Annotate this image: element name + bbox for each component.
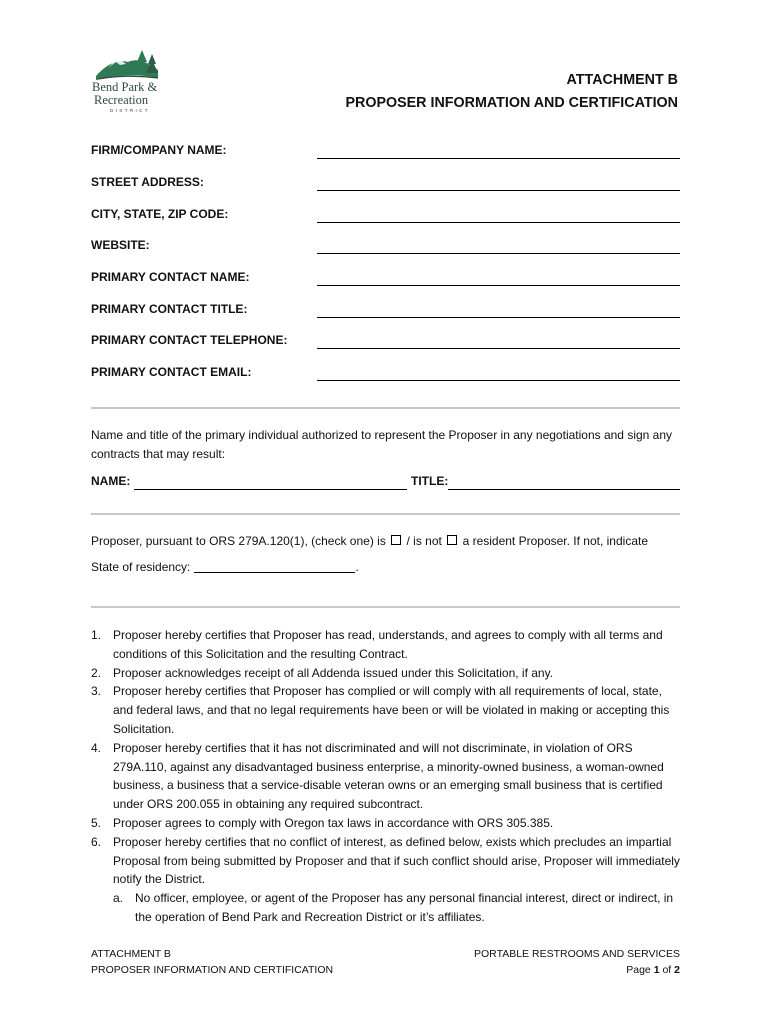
- logo-text-line1: Bend Park &: [92, 80, 158, 94]
- logo-text-line3: DISTRICT: [110, 108, 150, 113]
- title-input-line[interactable]: [448, 489, 680, 490]
- contact-name-input-line[interactable]: [317, 285, 680, 286]
- mountain-tree-icon: [94, 48, 160, 82]
- list-item-number: 4.: [91, 740, 102, 755]
- list-item-text: Proposer hereby certifies that no conflict of interest, as defined below, exists which precludes an impartial Proposal from being submitted by Proposer and that if such conflict should arise, Proposer will immediately notify the District.: [113, 834, 680, 887]
- title-label: TITLE:: [411, 474, 449, 488]
- field-label: STREET ADDRESS:: [91, 175, 204, 189]
- state-of-residency-row: [91, 560, 359, 574]
- section-divider: [91, 407, 680, 409]
- field-contact-email: [91, 365, 680, 385]
- list-item: [91, 833, 681, 927]
- name-input-line[interactable]: [134, 489, 407, 490]
- field-website: [91, 238, 680, 258]
- bend-park-logo: [90, 48, 170, 114]
- field-street-address: [91, 175, 680, 195]
- certifications-list: [91, 626, 681, 927]
- page-total: 2: [674, 964, 680, 976]
- residency-text-3: a resident Proposer. If not, indicate: [462, 534, 649, 548]
- list-item-number: 1.: [91, 628, 102, 642]
- footer-doc-title: ATTACHMENT B: [91, 948, 171, 960]
- sub-list-item-letter: a.: [113, 891, 124, 906]
- page-number: [474, 962, 680, 978]
- sub-list-item-text: No officer, employee, or agent of the Proposer has any personal financial interest, direct or indirect, in the operation of Bend Park and Recreation District or it’s affiliates.: [135, 891, 674, 924]
- footer-doc-subtitle: PROPOSER INFORMATION AND CERTIFICATION: [91, 964, 334, 976]
- page-current: 1: [653, 964, 660, 976]
- page-subtitle: PROPOSER INFORMATION AND CERTIFICATION: [345, 95, 678, 111]
- list-item: [91, 814, 681, 833]
- list-item: [91, 664, 681, 683]
- footer-right: [474, 946, 680, 978]
- field-label: PRIMARY CONTACT EMAIL:: [91, 365, 252, 379]
- field-label: WEBSITE:: [91, 238, 150, 252]
- list-item: [91, 739, 681, 814]
- website-input-line[interactable]: [317, 253, 680, 254]
- is-resident-checkbox[interactable]: [391, 535, 401, 545]
- list-item-text: Proposer hereby certifies that Proposer has complied or will comply with all requirements of local, state, and federal laws, and that no legal requirements have been or will be violated in making or accepting this Solicitation.: [113, 684, 670, 736]
- list-item-text: Proposer hereby certifies that Proposer has read, understands, and agrees to comply with all terms and conditions of this Solicitation and the resulting Contract.: [113, 628, 663, 661]
- page-of: of: [662, 964, 672, 976]
- field-contact-title: [91, 302, 680, 322]
- field-contact-name: [91, 270, 680, 290]
- field-label: PRIMARY CONTACT TITLE:: [91, 302, 248, 316]
- list-item-number: 2.: [91, 665, 102, 680]
- list-item-number: 3.: [91, 684, 102, 699]
- logo-text-line2: Recreation: [94, 93, 149, 107]
- field-city-state-zip: [91, 207, 680, 227]
- street-address-input-line[interactable]: [317, 190, 680, 191]
- field-label: FIRM/COMPANY NAME:: [91, 143, 227, 157]
- authorized-instructions: Name and title of the primary individual authorized to represent the Proposer in any negotiations and sign any contracts that may result:: [91, 428, 673, 461]
- list-item-text: Proposer acknowledges receipt of all Addenda issued under this Solicitation, if any.: [113, 665, 554, 680]
- is-not-resident-checkbox[interactable]: [447, 535, 457, 545]
- contact-email-input-line[interactable]: [317, 380, 680, 381]
- sub-list-item: [113, 889, 681, 927]
- list-item: [91, 626, 681, 664]
- name-label: NAME:: [91, 474, 131, 488]
- page-prefix: Page: [626, 964, 651, 976]
- footer-project-name: PORTABLE RESTROOMS AND SERVICES: [474, 948, 680, 960]
- contact-telephone-input-line[interactable]: [317, 348, 680, 349]
- field-firm-name: [91, 143, 680, 163]
- field-contact-telephone: [91, 333, 680, 353]
- field-label: PRIMARY CONTACT NAME:: [91, 270, 250, 284]
- state-of-residency-label: State of residency:: [91, 560, 191, 574]
- field-label: CITY, STATE, ZIP CODE:: [91, 207, 229, 221]
- state-of-residency-input-line[interactable]: [194, 560, 355, 573]
- authorized-name-title-row: [91, 474, 680, 494]
- list-item-text: Proposer agrees to comply with Oregon tax laws in accordance with ORS 305.385.: [113, 815, 554, 830]
- page-title: ATTACHMENT B: [566, 72, 678, 88]
- list-item-text: Proposer hereby certifies that it has not discriminated and will not discriminate, in violation of ORS 279A.110, against any disadvantaged business enterprise, a minority-owned business, a woman-owned business, a business that a service-disable veteran owns or an emerging small business that is certified under ORS 200.055 in obtaining any required subcontract.: [113, 740, 664, 812]
- section-divider: [91, 606, 680, 608]
- residency-text-2: / is not: [406, 534, 442, 548]
- list-item-number: 6.: [91, 834, 102, 849]
- list-item: [91, 682, 681, 738]
- list-item-number: 5.: [91, 815, 102, 830]
- footer-left: [91, 946, 333, 978]
- section-divider: [91, 513, 680, 515]
- city-state-zip-input-line[interactable]: [317, 222, 680, 223]
- state-of-residency-end: .: [355, 560, 359, 574]
- contact-title-input-line[interactable]: [317, 317, 680, 318]
- residency-text-1: Proposer, pursuant to ORS 279A.120(1), (check one) is: [91, 534, 386, 548]
- field-label: PRIMARY CONTACT TELEPHONE:: [91, 333, 288, 347]
- firm-name-input-line[interactable]: [317, 158, 680, 159]
- residency-statement: [91, 534, 648, 548]
